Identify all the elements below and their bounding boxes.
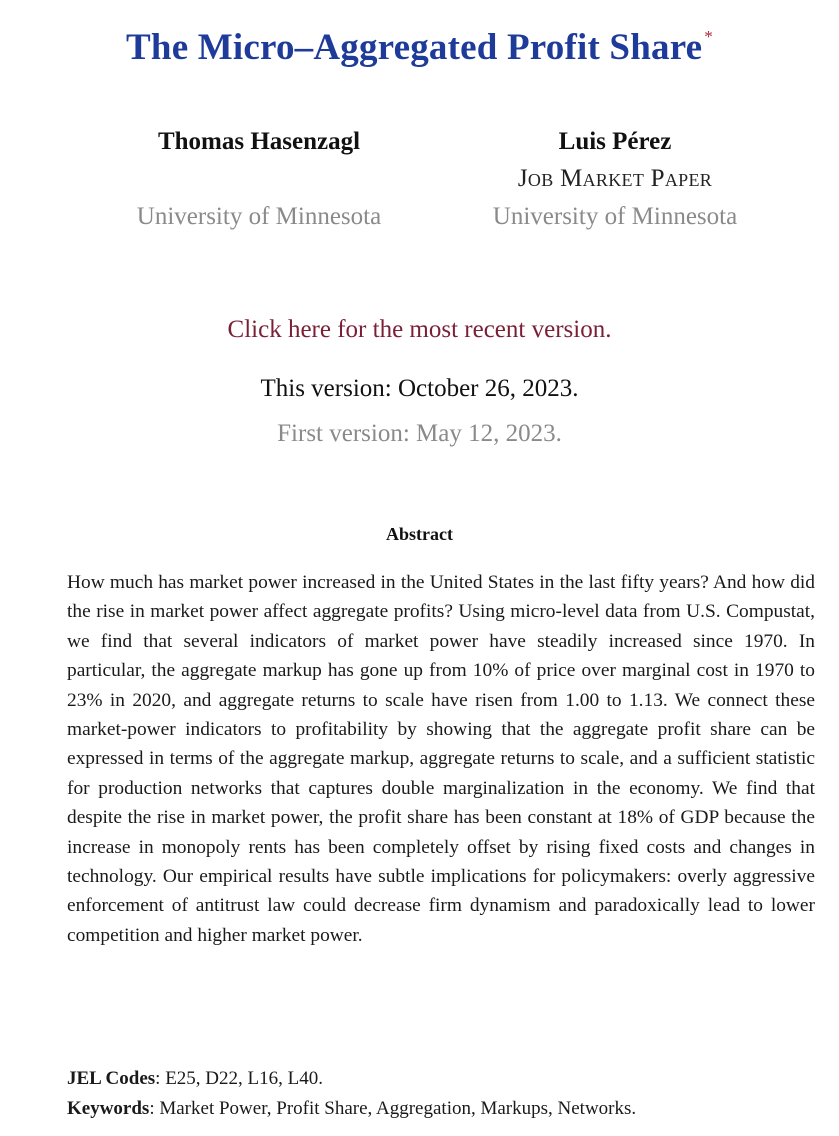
this-version-date: This version: October 26, 2023. [260,375,579,402]
paper-title [0,26,839,69]
jel-codes-label: JEL Codes [67,1068,156,1089]
jel-codes [67,1068,827,1090]
author-role: Job Market Paper [517,165,713,192]
first-version-date: First version: May 12, 2023. [277,420,562,447]
paper-title-text: The Micro–Aggregated Profit Share [126,27,703,68]
author-block-2 [455,126,775,234]
author-name: Luis Pérez [558,128,672,155]
author-affiliation: University of Minnesota [492,203,738,230]
title-footnote-mark[interactable]: * [704,26,713,46]
keywords [67,1098,827,1120]
recent-version-link[interactable]: Click here for the most recent version. [227,316,612,343]
author-block-1 [99,126,419,234]
author-name: Thomas Hasenzagl [157,128,361,155]
keywords-value: : Market Power, Profit Share, Aggregation, Markups, Networks. [149,1098,637,1119]
jel-codes-value: : E25, D22, L16, L40. [155,1068,323,1089]
abstract-heading: Abstract [386,524,453,544]
abstract-text: How much has market power increased in the United States in the last fifty years? And how did the rise in market power affect aggregate profits? Using micro-level data from U.S. Compustat, we find that several indicators of market power have steadily increased since 1970. In particular, the aggregate markup has gone up from 10% of price over marginal cost in 1970 to 23% in 2020, and aggregate returns to scale have risen from 1.00 to 1.13. We connect these market-power indicators to profitability by showing that the aggregate profit share can be expressed in terms of the aggregate markup, aggregate returns to scale, and a sufficient statistic for production networks that captures double marginalization in the economy. We find that despite the rise in market power, the profit share has been constant at 18% of GDP because the increase in monopoly rents has been completely offset by rising fixed costs and changes in technology. Our empirical results have subtle implications for policymakers: overly aggressive enforcement of antitrust law could decrease firm dynamism and paradoxically lead to lower competition and higher market power. [67,572,815,946]
keywords-label: Keywords [67,1098,150,1119]
author-affiliation: University of Minnesota [136,203,382,230]
